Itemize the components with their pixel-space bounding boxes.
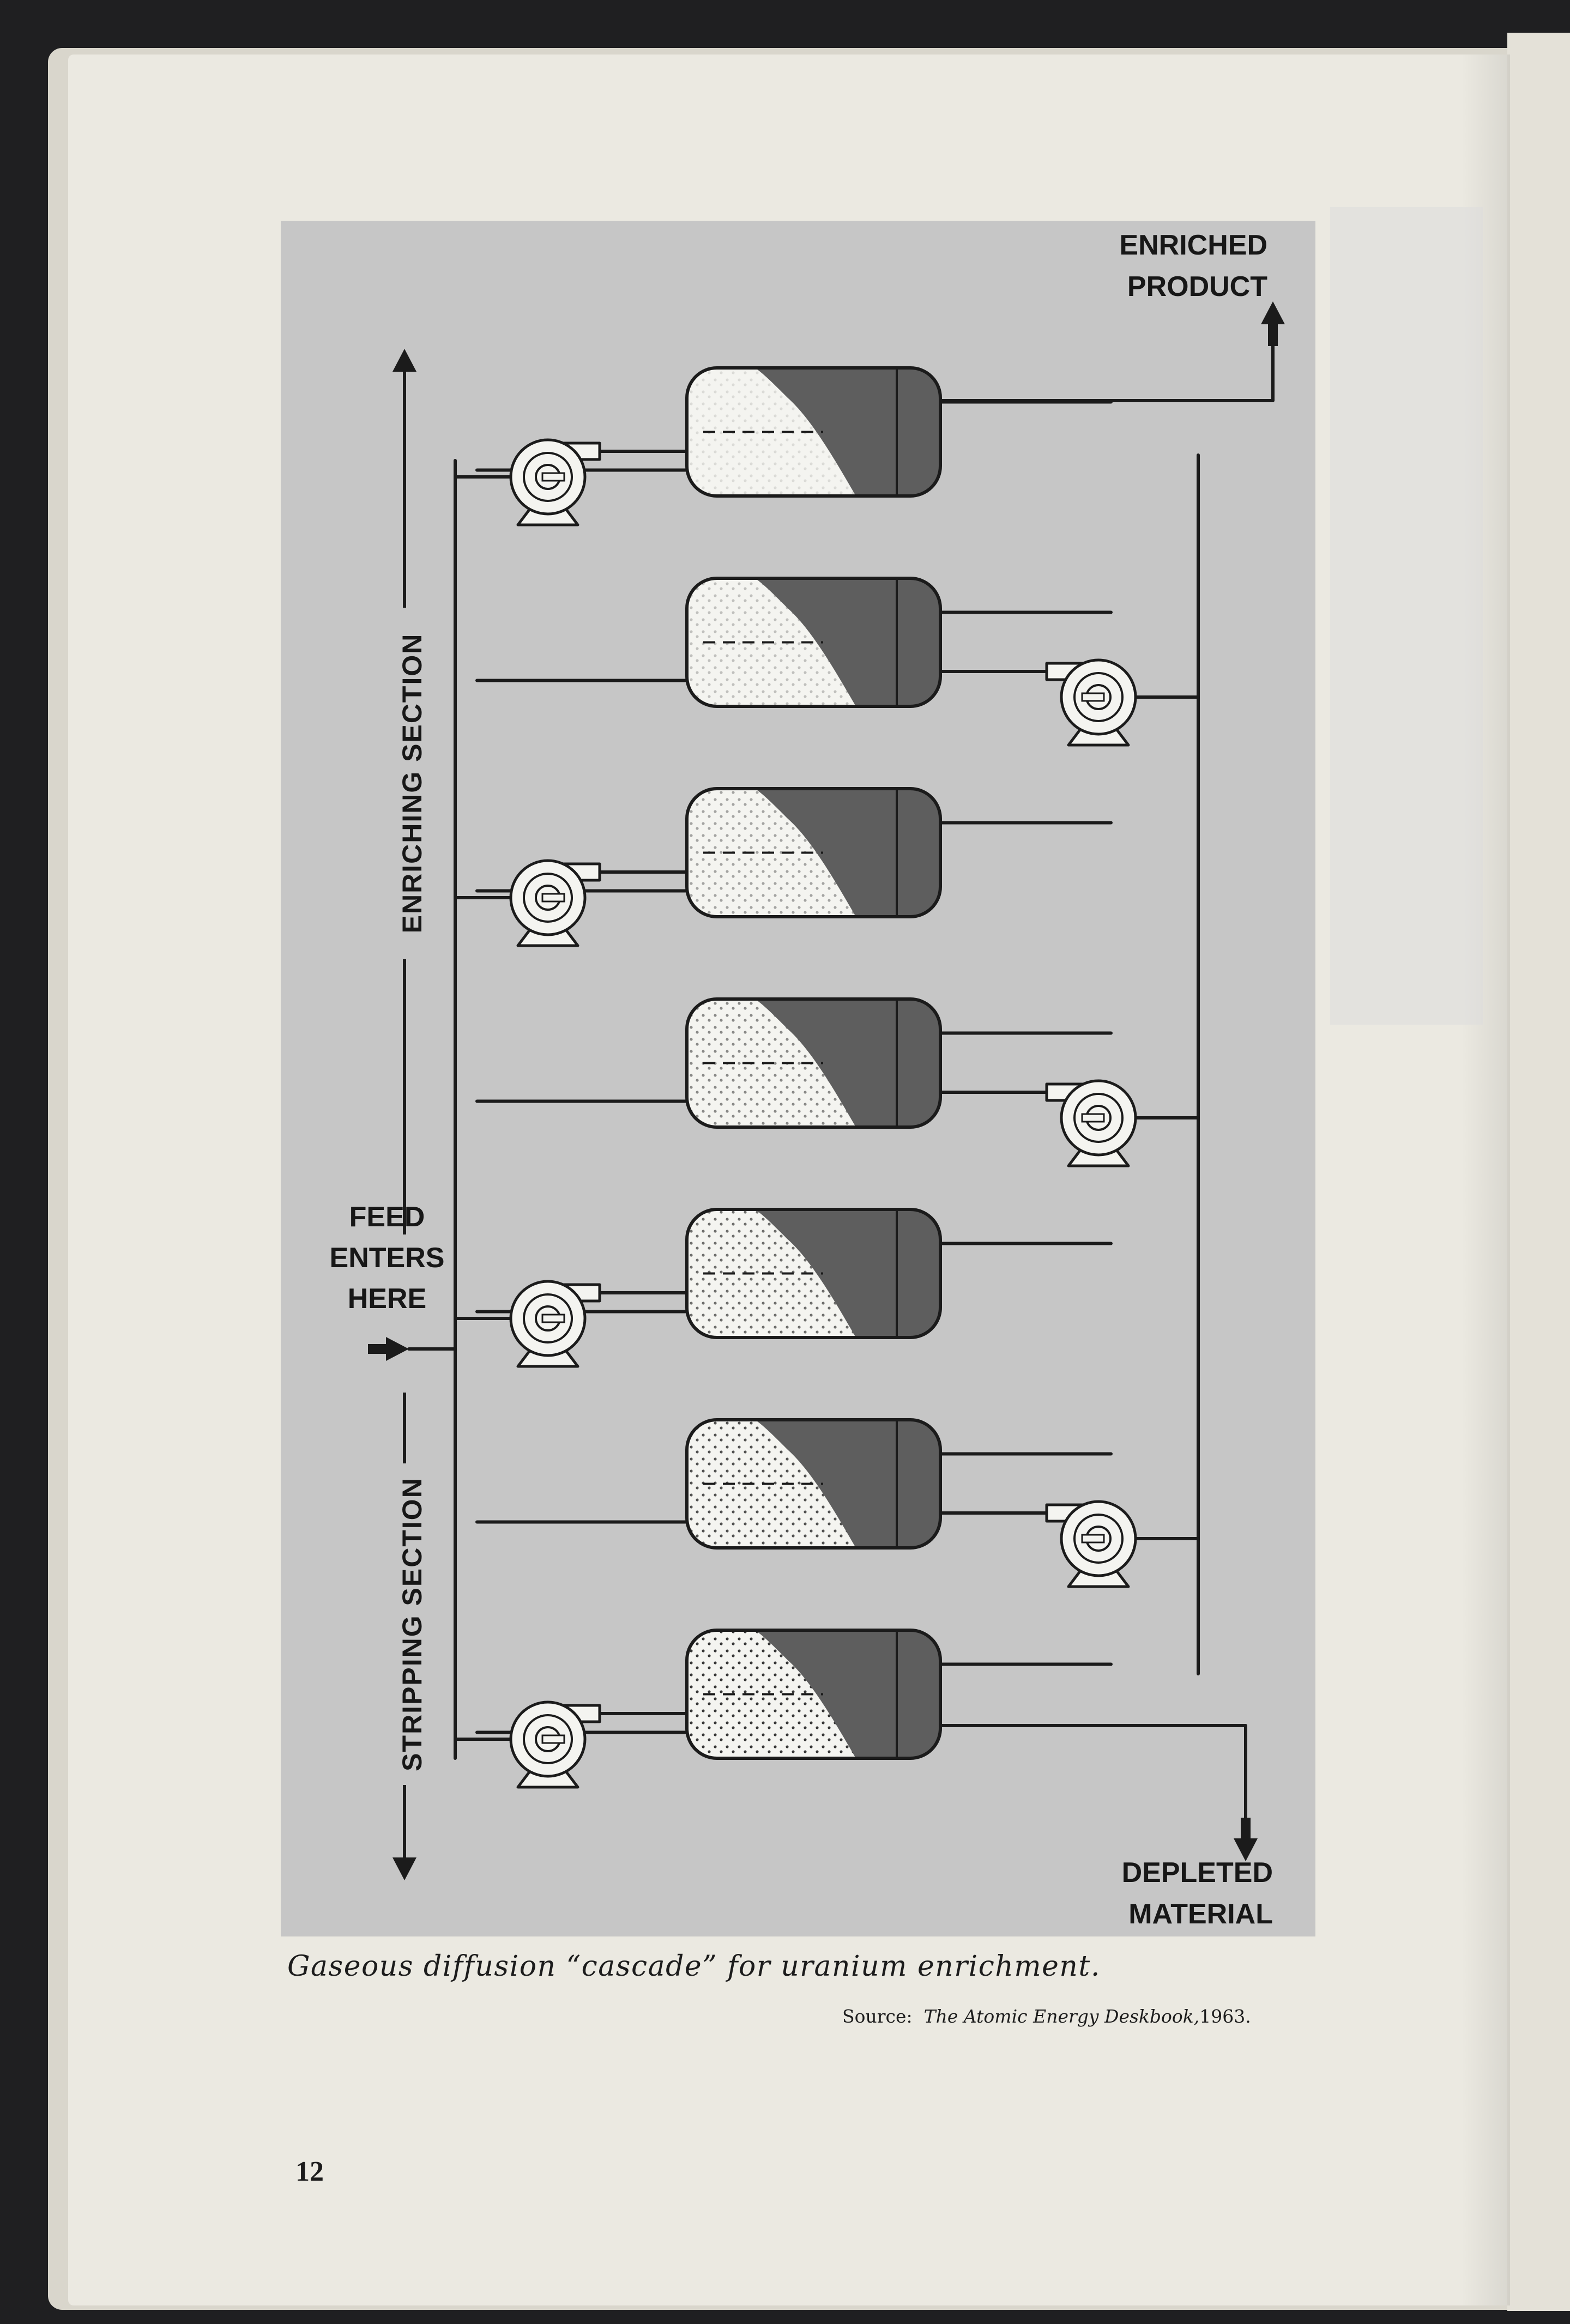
diffuser-contents (687, 1420, 940, 1548)
pump-shaft (542, 1735, 564, 1743)
enriching-section-label: ENRICHING SECTION (397, 633, 428, 934)
diffuser-contents (687, 1630, 940, 1758)
diffuser-stage-3 (687, 999, 940, 1127)
diffuser-stage-4 (687, 1209, 940, 1337)
pump-shaft (1082, 1114, 1104, 1122)
product-arrow-shaft (1268, 324, 1278, 346)
diffuser-contents (687, 789, 940, 917)
pump-shaft (542, 894, 564, 901)
figure-caption: Gaseous diffusion “cascade” for uranium enrichment. (287, 1950, 1101, 1983)
lbl-feed-line-2: HERE (347, 1283, 427, 1315)
lbl-top-line-0: ENRICHED (1119, 229, 1267, 261)
diffuser-stage-6 (687, 1630, 940, 1758)
pump-shaft (1082, 1535, 1104, 1542)
diffuser-stage-2 (687, 789, 940, 917)
waste-arrow-shaft (1241, 1818, 1251, 1839)
stripping-section-label: STRIPPING SECTION (397, 1477, 428, 1771)
cascade-diagram-svg (281, 221, 1315, 1936)
diffuser-contents (687, 578, 940, 706)
source-year: 1963. (1199, 2006, 1251, 2027)
page-number: 12 (295, 2156, 324, 2187)
show-through-block (1330, 207, 1483, 1025)
lbl-feed-line-1: ENTERS (329, 1242, 445, 1274)
source-prefix: Source: (842, 2006, 913, 2027)
figure-source (842, 2006, 1366, 2027)
lbl-bottom-line-0: DEPLETED (1121, 1857, 1273, 1889)
diffuser-stage-0 (687, 368, 940, 496)
pump-shaft (542, 473, 564, 481)
cascade-diagram (281, 221, 1315, 1936)
diffuser-contents (687, 999, 940, 1127)
lbl-feed-line-0: FEED (349, 1201, 425, 1233)
lbl-top-line-1: PRODUCT (1127, 271, 1267, 302)
facing-page (1507, 33, 1570, 2311)
pump-shaft (1082, 693, 1104, 701)
diffuser-contents (687, 1209, 940, 1337)
diffuser-stage-5 (687, 1420, 940, 1548)
pump-shaft (542, 1315, 564, 1322)
diffuser-stage-1 (687, 578, 940, 706)
diffuser-contents (687, 368, 940, 496)
lbl-bottom-line-1: MATERIAL (1128, 1898, 1273, 1930)
source-work: The Atomic Energy Deskbook, (923, 2006, 1200, 2027)
